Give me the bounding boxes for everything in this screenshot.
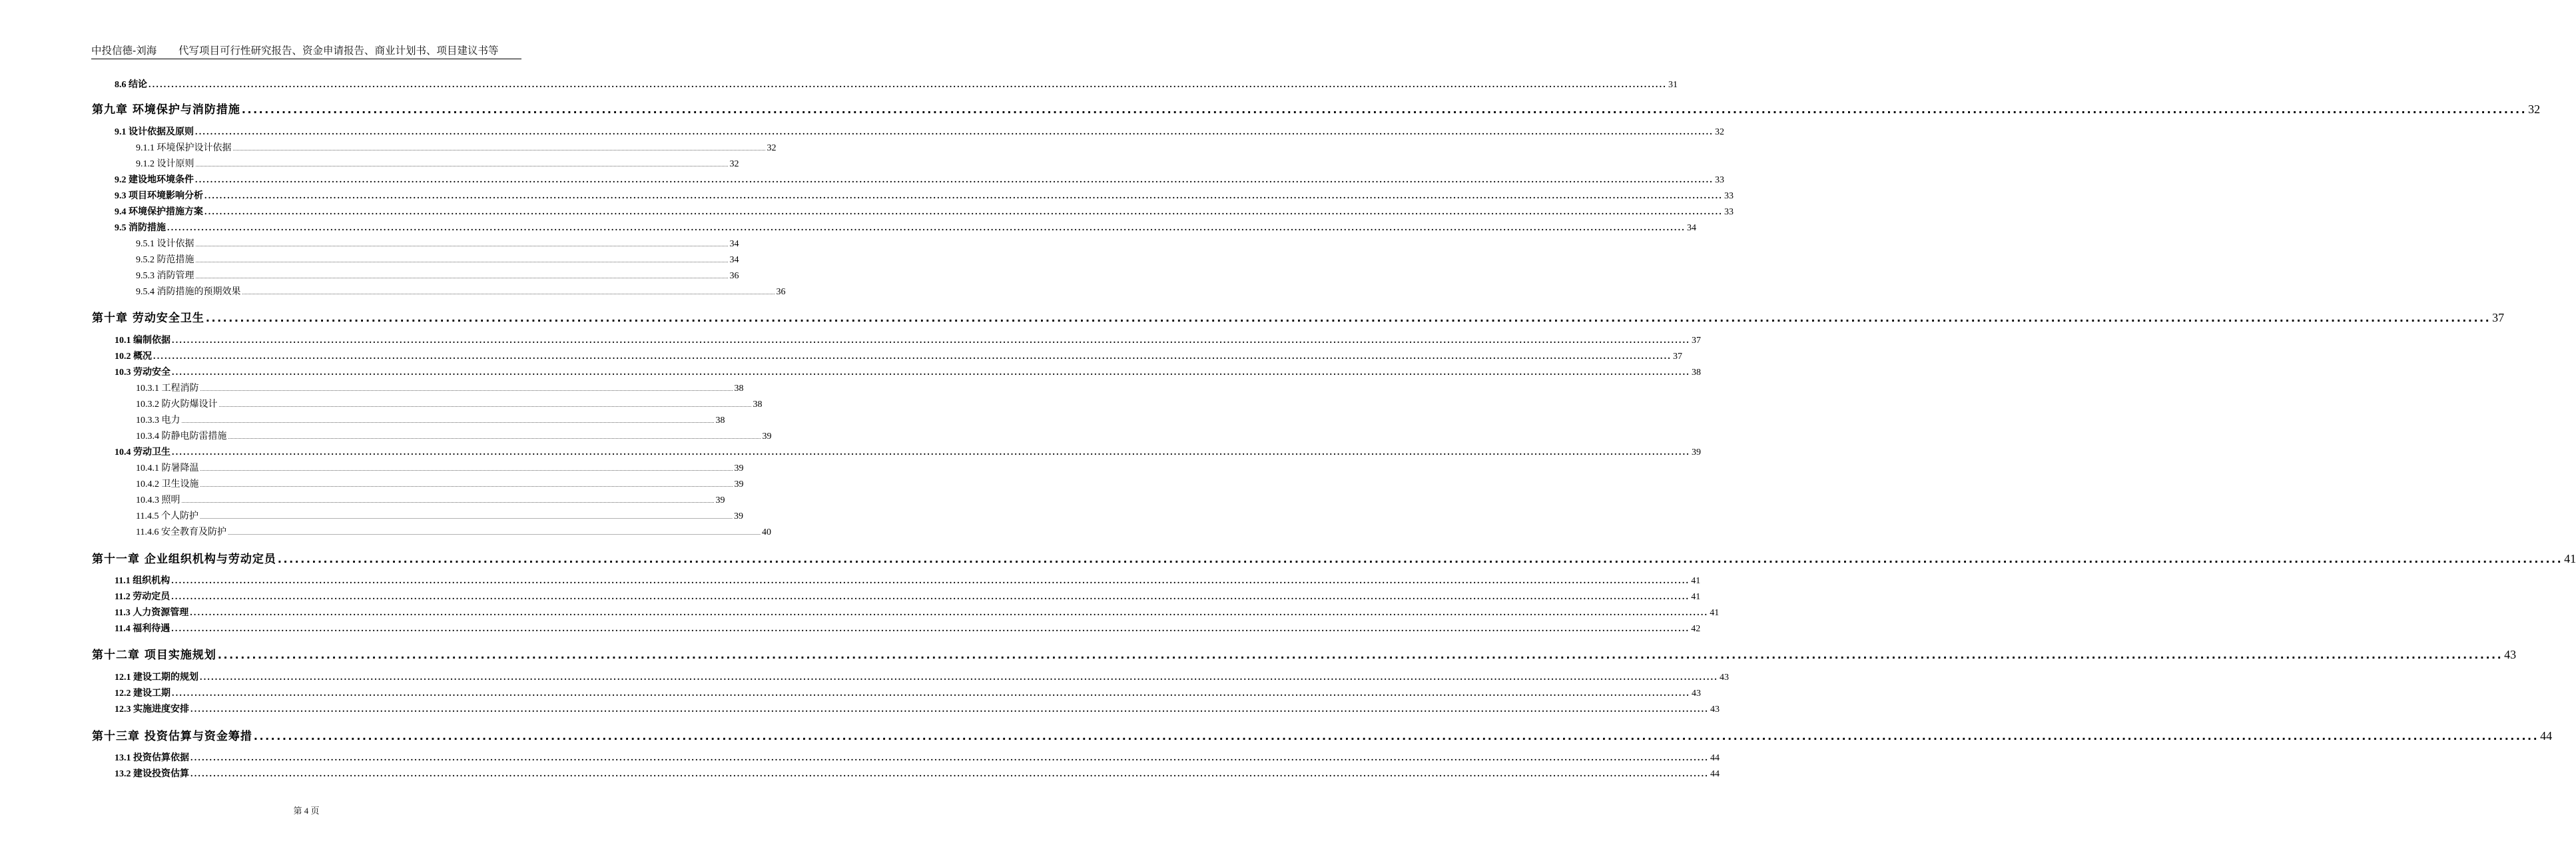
toc-entry-page: 39 [733, 511, 743, 521]
toc-entry-page: 34 [729, 239, 739, 249]
toc-entry-page: 41 [1710, 608, 1720, 618]
dot-leader: ................................................................................................................................................................................................................................................................................................................................................................................................................ [195, 127, 1714, 137]
toc-entry-section[interactable] [115, 172, 1724, 186]
dot-leader: ................................................................................................................................................................................................................................................................................................................................................................................................................ [190, 769, 1709, 779]
toc-entry-chapter[interactable] [92, 100, 2541, 117]
toc-entry-chapter[interactable] [92, 308, 2505, 325]
toc-entry-section[interactable] [115, 445, 1701, 458]
toc-entry-title: 10.3.1 工程消防 [136, 384, 199, 394]
toc-entry-title: 13.2 建设投资估算 [115, 769, 189, 779]
toc-entry-subsection[interactable] [136, 284, 786, 298]
toc-entry-subsection[interactable] [136, 461, 744, 474]
toc-entry-subsection[interactable] [136, 156, 739, 170]
dot-leader: ................................................................................................................................................................................................................................................................................................................................................................................................................ [218, 402, 752, 408]
toc-entry-page: 36 [729, 271, 739, 281]
toc-entry-title: 11.2 劳动定员 [115, 592, 170, 602]
toc-entry-subsection[interactable] [136, 525, 771, 538]
dot-leader: ................................................................................................................................................................................................................................................................................................................................................................................................................ [172, 447, 1690, 457]
toc-entry-section[interactable] [115, 349, 1682, 362]
toc-entry-subsection[interactable] [136, 141, 777, 154]
toc-entry-page: 38 [753, 400, 763, 410]
toc-entry-title: 10.3 劳动安全 [115, 368, 170, 378]
dot-leader: ................................................................................................................................................................................................................................................................................................................................................................................................................ [190, 608, 1709, 618]
toc-entry-subsection[interactable] [136, 509, 743, 522]
dot-leader: ................................................................................................................................................................................................................................................................................................................................................................................................................ [172, 689, 1690, 699]
toc-entry-section[interactable] [115, 702, 1720, 715]
toc-entry-section[interactable] [115, 188, 1734, 202]
toc-entry-title: 第十章 劳动安全卫生 [92, 312, 204, 325]
toc-entry-page: 44 [1710, 769, 1720, 779]
toc-entry-subsection[interactable] [136, 413, 725, 426]
toc-entry-section[interactable] [115, 77, 1678, 91]
toc-entry-title: 10.1 编制依据 [115, 336, 170, 346]
dot-leader: ................................................................................................................................................................................................................................................................................................................................................................................................................ [167, 223, 1686, 233]
toc-entry-title: 12.1 建设工期的规划 [115, 673, 198, 683]
dot-leader: ................................................................................................................................................................................................................................................................................................................................................................................................................ [172, 368, 1690, 378]
toc-entry-title: 第十一章 企业组织机构与劳动定员 [92, 553, 276, 566]
toc-entry-title: 10.4.2 卫生设施 [136, 479, 199, 489]
toc-entry-title: 10.4.1 防暑降温 [136, 463, 199, 473]
toc-entry-title: 9.1.2 设计原则 [136, 159, 194, 169]
dot-leader: ................................................................................................................................................................................................................................................................................................................................................................................................................ [195, 274, 729, 280]
toc-entry-title: 8.6 结论 [115, 80, 147, 90]
toc-entry-page: 43 [1720, 673, 1729, 683]
toc-entry-subsection[interactable] [136, 477, 744, 490]
toc-entry-title: 10.4.3 照明 [136, 495, 180, 505]
toc-entry-page: 34 [729, 255, 739, 265]
dot-leader: ................................................................................................................................................................................................................................................................................................................................................................................................................ [195, 258, 729, 264]
toc-entry-page: 37 [1692, 336, 1701, 346]
header-company: 中投信德-刘海 [91, 45, 157, 57]
toc-entry-subsection[interactable] [136, 236, 739, 250]
toc-entry-title: 11.4 福利待遇 [115, 624, 170, 634]
dot-leader: ................................................................................................................................................................................................................................................................................................................................................................................................................ [181, 418, 715, 424]
toc-entry-page: 44 [2540, 729, 2553, 742]
dot-leader: ................................................................................................................................................................................................................................................................................................................................................................................................................ [200, 466, 733, 472]
dot-leader: ................................................................................................................................................................................................................................................................................................................................................................................................................ [153, 352, 1672, 362]
toc-entry-section[interactable] [115, 670, 1729, 683]
dot-leader: ................................................................................................................................................................................................................................................................................................................................................................................................................ [217, 649, 2503, 661]
toc-entry-page: 36 [776, 287, 786, 297]
dot-leader: ................................................................................................................................................................................................................................................................................................................................................................................................................ [190, 753, 1709, 763]
toc-entry-section[interactable] [115, 125, 1724, 138]
toc-entry-title: 11.3 人力资源管理 [115, 608, 189, 618]
toc-entry-page: 39 [715, 495, 725, 505]
toc-entry-section[interactable] [115, 605, 1720, 619]
toc-entry-subsection[interactable] [136, 268, 739, 282]
toc-entry-title: 10.3.2 防火防爆设计 [136, 400, 218, 410]
dot-leader: ................................................................................................................................................................................................................................................................................................................................................................................................................ [195, 162, 729, 168]
dot-leader: ................................................................................................................................................................................................................................................................................................................................................................................................................ [171, 576, 1690, 586]
toc-entry-title: 9.5.4 消防措施的预期效果 [136, 287, 241, 297]
dot-leader: ................................................................................................................................................................................................................................................................................................................................................................................................................ [195, 175, 1714, 185]
toc-entry-subsection[interactable] [136, 381, 744, 394]
page-header [91, 41, 521, 59]
toc-entry-page: 43 [2504, 648, 2517, 661]
dot-leader: ................................................................................................................................................................................................................................................................................................................................................................................................................ [205, 312, 2491, 324]
dot-leader: ................................................................................................................................................................................................................................................................................................................................................................................................................ [242, 290, 775, 296]
toc-entry-title: 9.5.1 设计依据 [136, 239, 194, 249]
page-number: 第 4 页 [293, 806, 320, 816]
toc-entry-subsection[interactable] [136, 397, 763, 410]
toc-entry-subsection[interactable] [136, 252, 739, 266]
toc-entry-page: 39 [734, 479, 744, 489]
dot-leader: ................................................................................................................................................................................................................................................................................................................................................................................................................ [200, 482, 733, 488]
toc-entry-subsection[interactable] [136, 493, 725, 506]
toc-entry-title: 12.3 实施进度安排 [115, 705, 189, 715]
toc-entry-page: 43 [1692, 689, 1701, 699]
toc-entry-page: 39 [734, 463, 744, 473]
toc-entry-section[interactable] [115, 204, 1734, 218]
toc-entry-title: 13.1 投资估算依据 [115, 753, 189, 763]
toc-entry-title: 9.1 设计依据及原则 [115, 127, 194, 137]
toc-entry-page: 37 [1673, 352, 1682, 362]
toc-entry-page: 38 [1692, 368, 1701, 378]
dot-leader: ................................................................................................................................................................................................................................................................................................................................................................................................................ [277, 553, 2563, 565]
toc-entry-page: 42 [1691, 624, 1701, 634]
toc-entry-page: 44 [1710, 753, 1720, 763]
toc-entry-page: 32 [1715, 127, 1724, 137]
toc-entry-title: 10.4 劳动卫生 [115, 447, 170, 457]
dot-leader: ................................................................................................................................................................................................................................................................................................................................................................................................................ [199, 514, 733, 520]
toc-entry-title: 9.5.3 消防管理 [136, 271, 194, 281]
toc-entry-title: 9.3 项目环境影响分析 [115, 191, 203, 201]
dot-leader: ................................................................................................................................................................................................................................................................................................................................................................................................................ [195, 242, 729, 248]
dot-leader: ................................................................................................................................................................................................................................................................................................................................................................................................................ [181, 498, 715, 504]
toc-entry-chapter[interactable] [92, 549, 2576, 566]
toc-entry-title: 9.1.1 环境保护设计依据 [136, 143, 232, 153]
toc-entry-title: 11.4.5 个人防护 [136, 511, 198, 521]
toc-entry-page: 43 [1710, 705, 1720, 715]
dot-leader: ................................................................................................................................................................................................................................................................................................................................................................................................................ [232, 146, 766, 152]
dot-leader: ................................................................................................................................................................................................................................................................................................................................................................................................................ [241, 103, 2527, 116]
toc-entry-page: 34 [1687, 223, 1696, 233]
toc-entry-section[interactable] [115, 573, 1701, 587]
dot-leader: ................................................................................................................................................................................................................................................................................................................................................................................................................ [172, 336, 1690, 346]
toc-entry-section[interactable] [115, 621, 1701, 635]
dot-leader: ................................................................................................................................................................................................................................................................................................................................................................................................................ [253, 730, 2539, 742]
toc-entry-section[interactable] [115, 589, 1701, 603]
toc-entry-title: 第十三章 投资估算与资金筹措 [92, 730, 252, 743]
toc-entry-section[interactable] [115, 686, 1701, 699]
toc-entry-title: 12.2 建设工期 [115, 689, 170, 699]
toc-entry-title: 11.4.6 安全教育及防护 [136, 527, 226, 537]
toc-entry-title: 第九章 环境保护与消防措施 [92, 103, 240, 117]
toc-entry-title: 第十二章 项目实施规划 [92, 649, 216, 662]
header-slogan: 代写项目可行性研究报告、资金申请报告、商业计划书、项目建议书等 [178, 45, 499, 57]
dot-leader: ................................................................................................................................................................................................................................................................................................................................................................................................................ [227, 530, 761, 536]
toc-entry-page: 32 [729, 159, 739, 169]
toc-entry-page: 33 [1724, 191, 1734, 201]
toc-entry-title: 10.3.3 电力 [136, 416, 180, 426]
toc-entry-page: 41 [2564, 552, 2576, 565]
toc-entry-title: 9.5.2 防范措施 [136, 255, 194, 265]
toc-entry-page: 37 [2492, 311, 2505, 324]
toc-entry-title: 10.2 概况 [115, 352, 152, 362]
toc-entry-title: 9.5 消防措施 [115, 223, 166, 233]
dot-leader: ................................................................................................................................................................................................................................................................................................................................................................................................................ [149, 80, 1667, 90]
toc-entry-page: 33 [1724, 207, 1734, 217]
toc-entry-page: 38 [715, 416, 725, 426]
toc-entry-section[interactable] [115, 750, 1720, 764]
toc-entry-title: 11.1 组织机构 [115, 576, 170, 586]
toc-entry-section[interactable] [115, 220, 1696, 234]
toc-entry-page: 33 [1715, 175, 1724, 185]
dot-leader: ................................................................................................................................................................................................................................................................................................................................................................................................................ [228, 434, 761, 440]
toc-entry-section[interactable] [115, 333, 1701, 346]
toc-entry-section[interactable] [115, 365, 1701, 378]
toc-entry-page: 39 [762, 432, 772, 441]
dot-leader: ................................................................................................................................................................................................................................................................................................................................................................................................................ [204, 191, 1723, 201]
toc-entry-page: 39 [1692, 447, 1701, 457]
dot-leader: ................................................................................................................................................................................................................................................................................................................................................................................................................ [204, 207, 1723, 217]
toc-entry-page: 38 [734, 384, 744, 394]
dot-leader: ................................................................................................................................................................................................................................................................................................................................................................................................................ [200, 673, 1718, 683]
toc-entry-section[interactable] [115, 766, 1720, 780]
toc-entry-subsection[interactable] [136, 429, 772, 442]
toc-entry-page: 40 [761, 527, 771, 537]
toc-entry-title: 9.2 建设地环境条件 [115, 175, 194, 185]
toc-entry-chapter[interactable] [92, 726, 2553, 743]
toc-entry-page: 31 [1668, 80, 1678, 90]
toc-entry-title: 10.3.4 防静电防雷措施 [136, 432, 227, 441]
dot-leader: ................................................................................................................................................................................................................................................................................................................................................................................................................ [200, 386, 733, 392]
toc-entry-title: 9.4 环境保护措施方案 [115, 207, 203, 217]
dot-leader: ................................................................................................................................................................................................................................................................................................................................................................................................................ [171, 624, 1690, 634]
toc-entry-chapter[interactable] [92, 645, 2517, 662]
dot-leader: ................................................................................................................................................................................................................................................................................................................................................................................................................ [190, 705, 1709, 715]
toc-entry-page: 41 [1691, 592, 1701, 602]
toc-entry-page: 32 [2528, 103, 2541, 116]
toc-entry-page: 32 [767, 143, 777, 153]
toc-entry-page: 41 [1691, 576, 1701, 586]
dot-leader: ................................................................................................................................................................................................................................................................................................................................................................................................................ [171, 592, 1690, 602]
